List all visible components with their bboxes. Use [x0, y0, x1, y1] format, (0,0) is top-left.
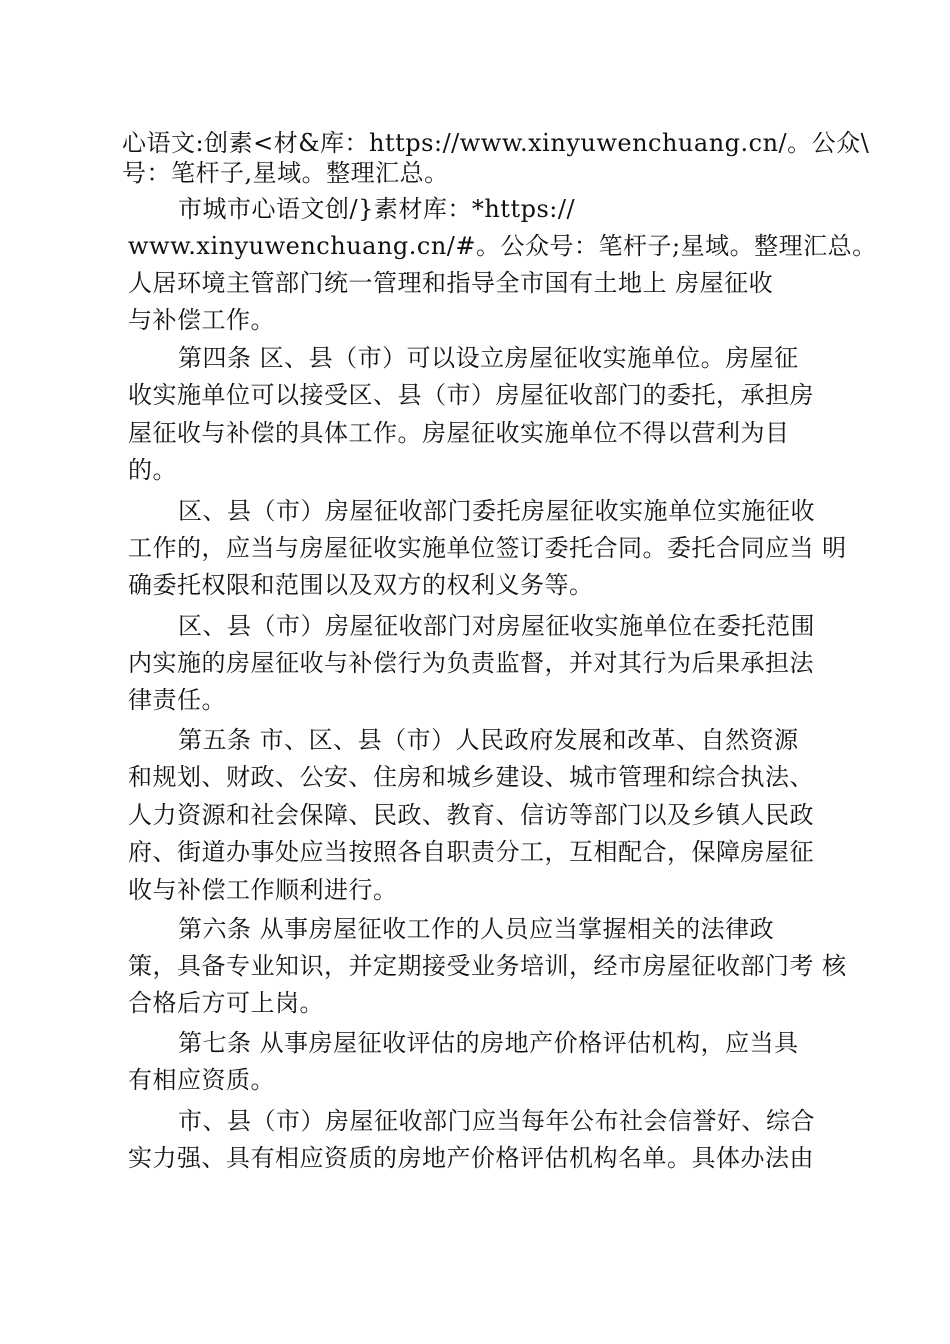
text-line: 收实施单位可以接受区、县（市）房屋征收部门的委托，承担房	[128, 381, 814, 409]
text-line: 律责任。	[128, 686, 226, 714]
text-line: 市、县（市）房屋征收部门应当每年公布社会信誉好、综合	[178, 1107, 815, 1135]
text-line: 的。	[128, 456, 177, 484]
text-line: 心语文:创素<材&库：https://www.xinyuwenchuang.cn/。公众\	[122, 129, 870, 157]
text-line: 与补偿工作。	[128, 306, 275, 334]
text-line: 府、街道办事处应当按照各自职责分工，互相配合，保障房屋征	[128, 838, 814, 866]
text-line: 人力资源和社会保障、民政、教育、信访等部门以及乡镇人民政	[128, 801, 814, 829]
text-line: 第七条 从事房屋征收评估的房地产价格评估机构，应当具	[178, 1029, 799, 1057]
text-line: 人居环境主管部门统一管理和指导全市国有土地上 房屋征收	[128, 269, 774, 297]
text-line: 号：笔杆子,星域。整理汇总。	[122, 159, 449, 187]
text-line: 工作的，应当与房屋征收实施单位签订委托合同。委托合同应当 明	[128, 534, 847, 562]
text-line: 第六条 从事房屋征收工作的人员应当掌握相关的法律政	[178, 915, 775, 943]
text-line: 区、县（市）房屋征收部门对房屋征收实施单位在委托范围	[178, 612, 815, 640]
text-line: 收与补偿工作顺利进行。	[128, 876, 398, 904]
text-line: 屋征收与补偿的具体工作。房屋征收实施单位不得以营利为目	[128, 419, 790, 447]
text-line: 实力强、具有相应资质的房地产价格评估机构名单。具体办法由	[128, 1144, 814, 1172]
text-line: 和规划、财政、公安、住房和城乡建设、城市管理和综合执法、	[128, 763, 814, 791]
text-line: 区、县（市）房屋征收部门委托房屋征收实施单位实施征收	[178, 497, 815, 525]
text-line: www.xinyuwenchuang.cn/#。公众号：笔杆子;星域。整理汇总。	[128, 232, 877, 260]
text-line: 第四条 区、县（市）可以设立房屋征收实施单位。房屋征	[178, 344, 799, 372]
text-line: 策，具备专业知识，并定期接受业务培训，经市房屋征收部门考 核	[128, 952, 847, 980]
text-line: 有相应资质。	[128, 1066, 275, 1094]
text-line: 市城市心语文创/}素材库：*https://	[178, 195, 576, 223]
text-line: 第五条 市、区、县（市）人民政府发展和改革、自然资源	[178, 726, 799, 754]
text-line: 合格后方可上岗。	[128, 989, 324, 1017]
text-line: 确委托权限和范围以及双方的权利义务等。	[128, 571, 594, 599]
text-line: 内实施的房屋征收与补偿行为负责监督，并对其行为后果承担法	[128, 649, 814, 677]
